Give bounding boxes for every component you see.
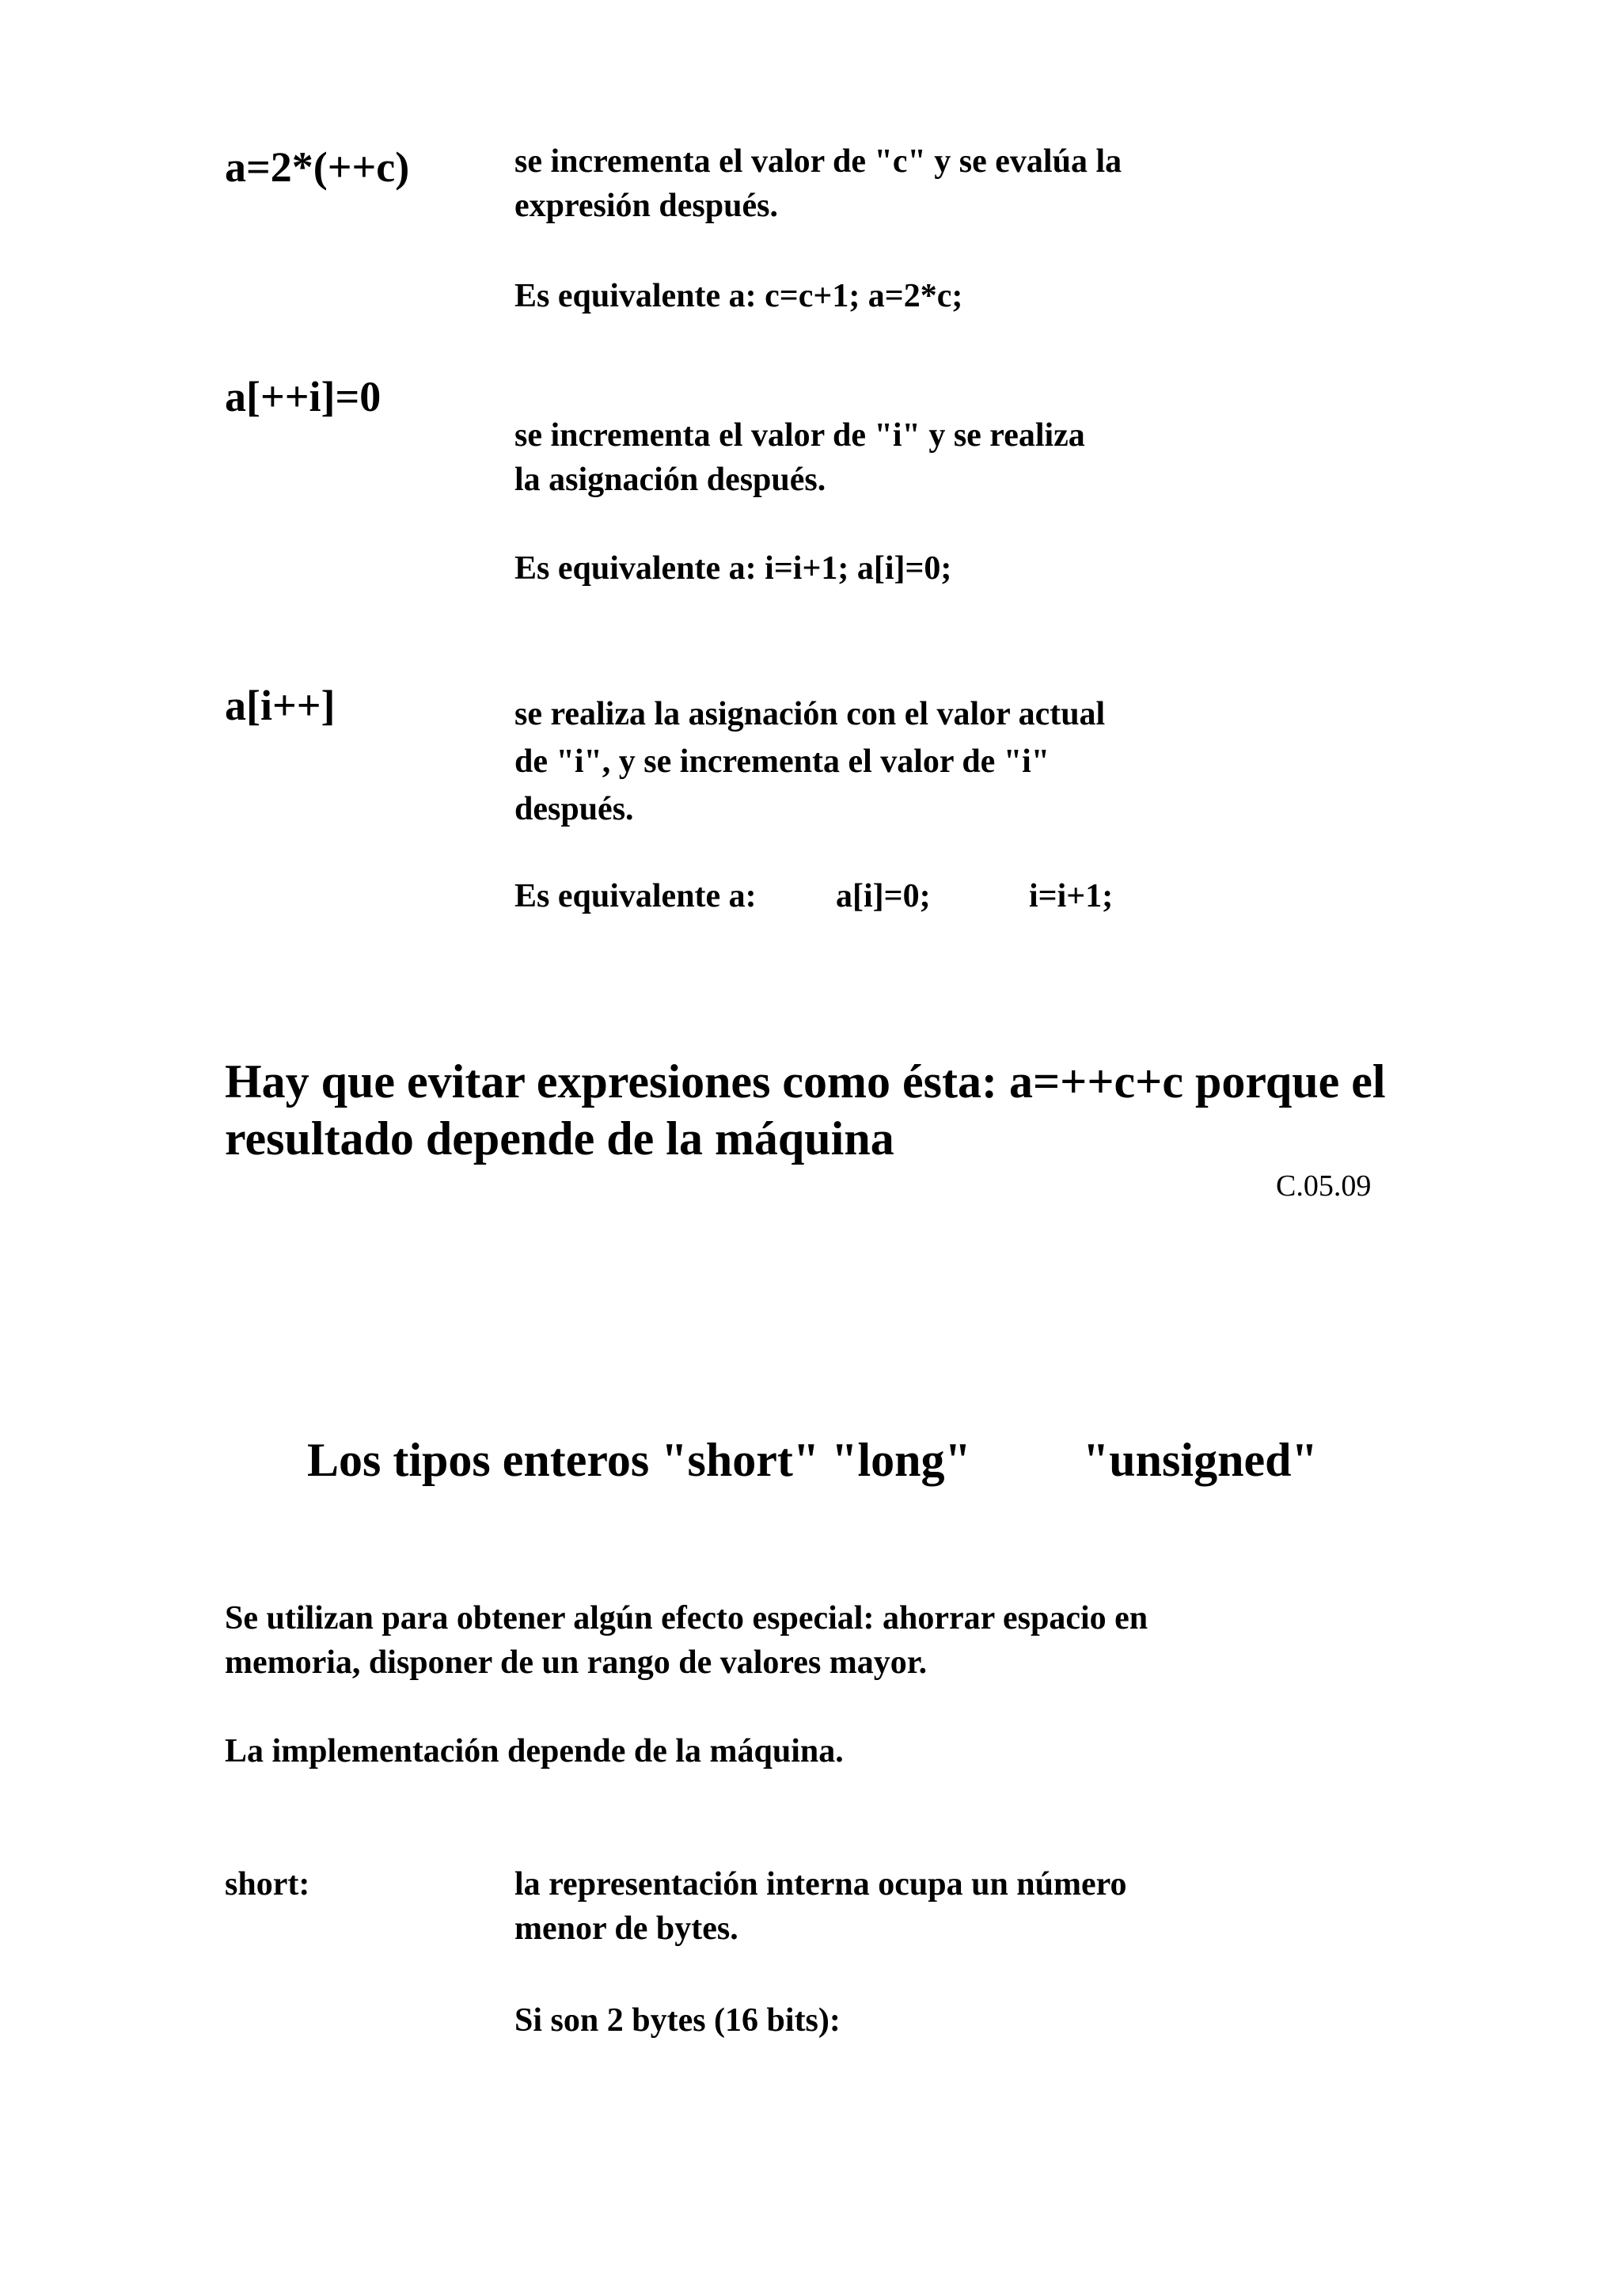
expression-pre-increment-c: a=2*(++c): [225, 143, 410, 191]
short-note: Si son 2 bytes (16 bits):: [514, 2002, 841, 2039]
equivalent-pre-increment-c: Es equivalente a: c=c+1; a=2*c;: [514, 278, 963, 314]
equivalent-pre-increment-index: Es equivalente a: i=i+1; a[i]=0;: [514, 550, 952, 587]
section-title-part-2: "unsigned": [1083, 1434, 1318, 1486]
expression-pre-increment-index: a[++i]=0: [225, 373, 382, 420]
warning-text: [225, 1053, 1386, 1167]
intro-line: memoria, disponer de un rango de valores mayor.: [225, 1644, 928, 1681]
implementation-note: La implementación depende de la máquina.: [225, 1733, 844, 1770]
equivalent-part-2: i=i+1;: [1029, 878, 1114, 914]
warning-line: Hay que evitar expresiones como ésta: a=++c+c porque el: [225, 1055, 1386, 1108]
page-code: C.05.09: [1276, 1169, 1372, 1203]
description-line: se realiza la asignación con el valor actual: [514, 696, 1106, 732]
section-title-part-1: Los tipos enteros "short" "long": [307, 1434, 971, 1486]
short-term: short:: [225, 1866, 310, 1903]
description-line: de "i", y se incrementa el valor de "i": [514, 743, 1050, 780]
description-pre-increment-index: [514, 413, 1085, 502]
description-line: la asignación después.: [514, 462, 826, 498]
description-line: se incrementa el valor de "i" y se realiza: [514, 417, 1085, 454]
short-description-line: menor de bytes.: [514, 1910, 738, 1947]
warning-line: resultado depende de la máquina: [225, 1112, 894, 1165]
intro-paragraph: [225, 1596, 1148, 1685]
intro-line: Se utilizan para obtener algún efecto especial: ahorrar espacio en: [225, 1600, 1148, 1636]
equivalent-part-1: a[i]=0;: [836, 878, 931, 914]
description-line: expresión después.: [514, 188, 778, 224]
short-description: [514, 1862, 1127, 1951]
description-line: se incrementa el valor de "c" y se evalúa la: [514, 143, 1122, 180]
equivalent-label: Es equivalente a:: [514, 878, 757, 914]
description-pre-increment-c: [514, 139, 1122, 228]
expression-post-increment-index: a[i++]: [225, 682, 336, 729]
description-post-increment-index: [514, 690, 1105, 833]
short-description-line: la representación interna ocupa un número: [514, 1866, 1127, 1903]
description-line: después.: [514, 791, 634, 827]
